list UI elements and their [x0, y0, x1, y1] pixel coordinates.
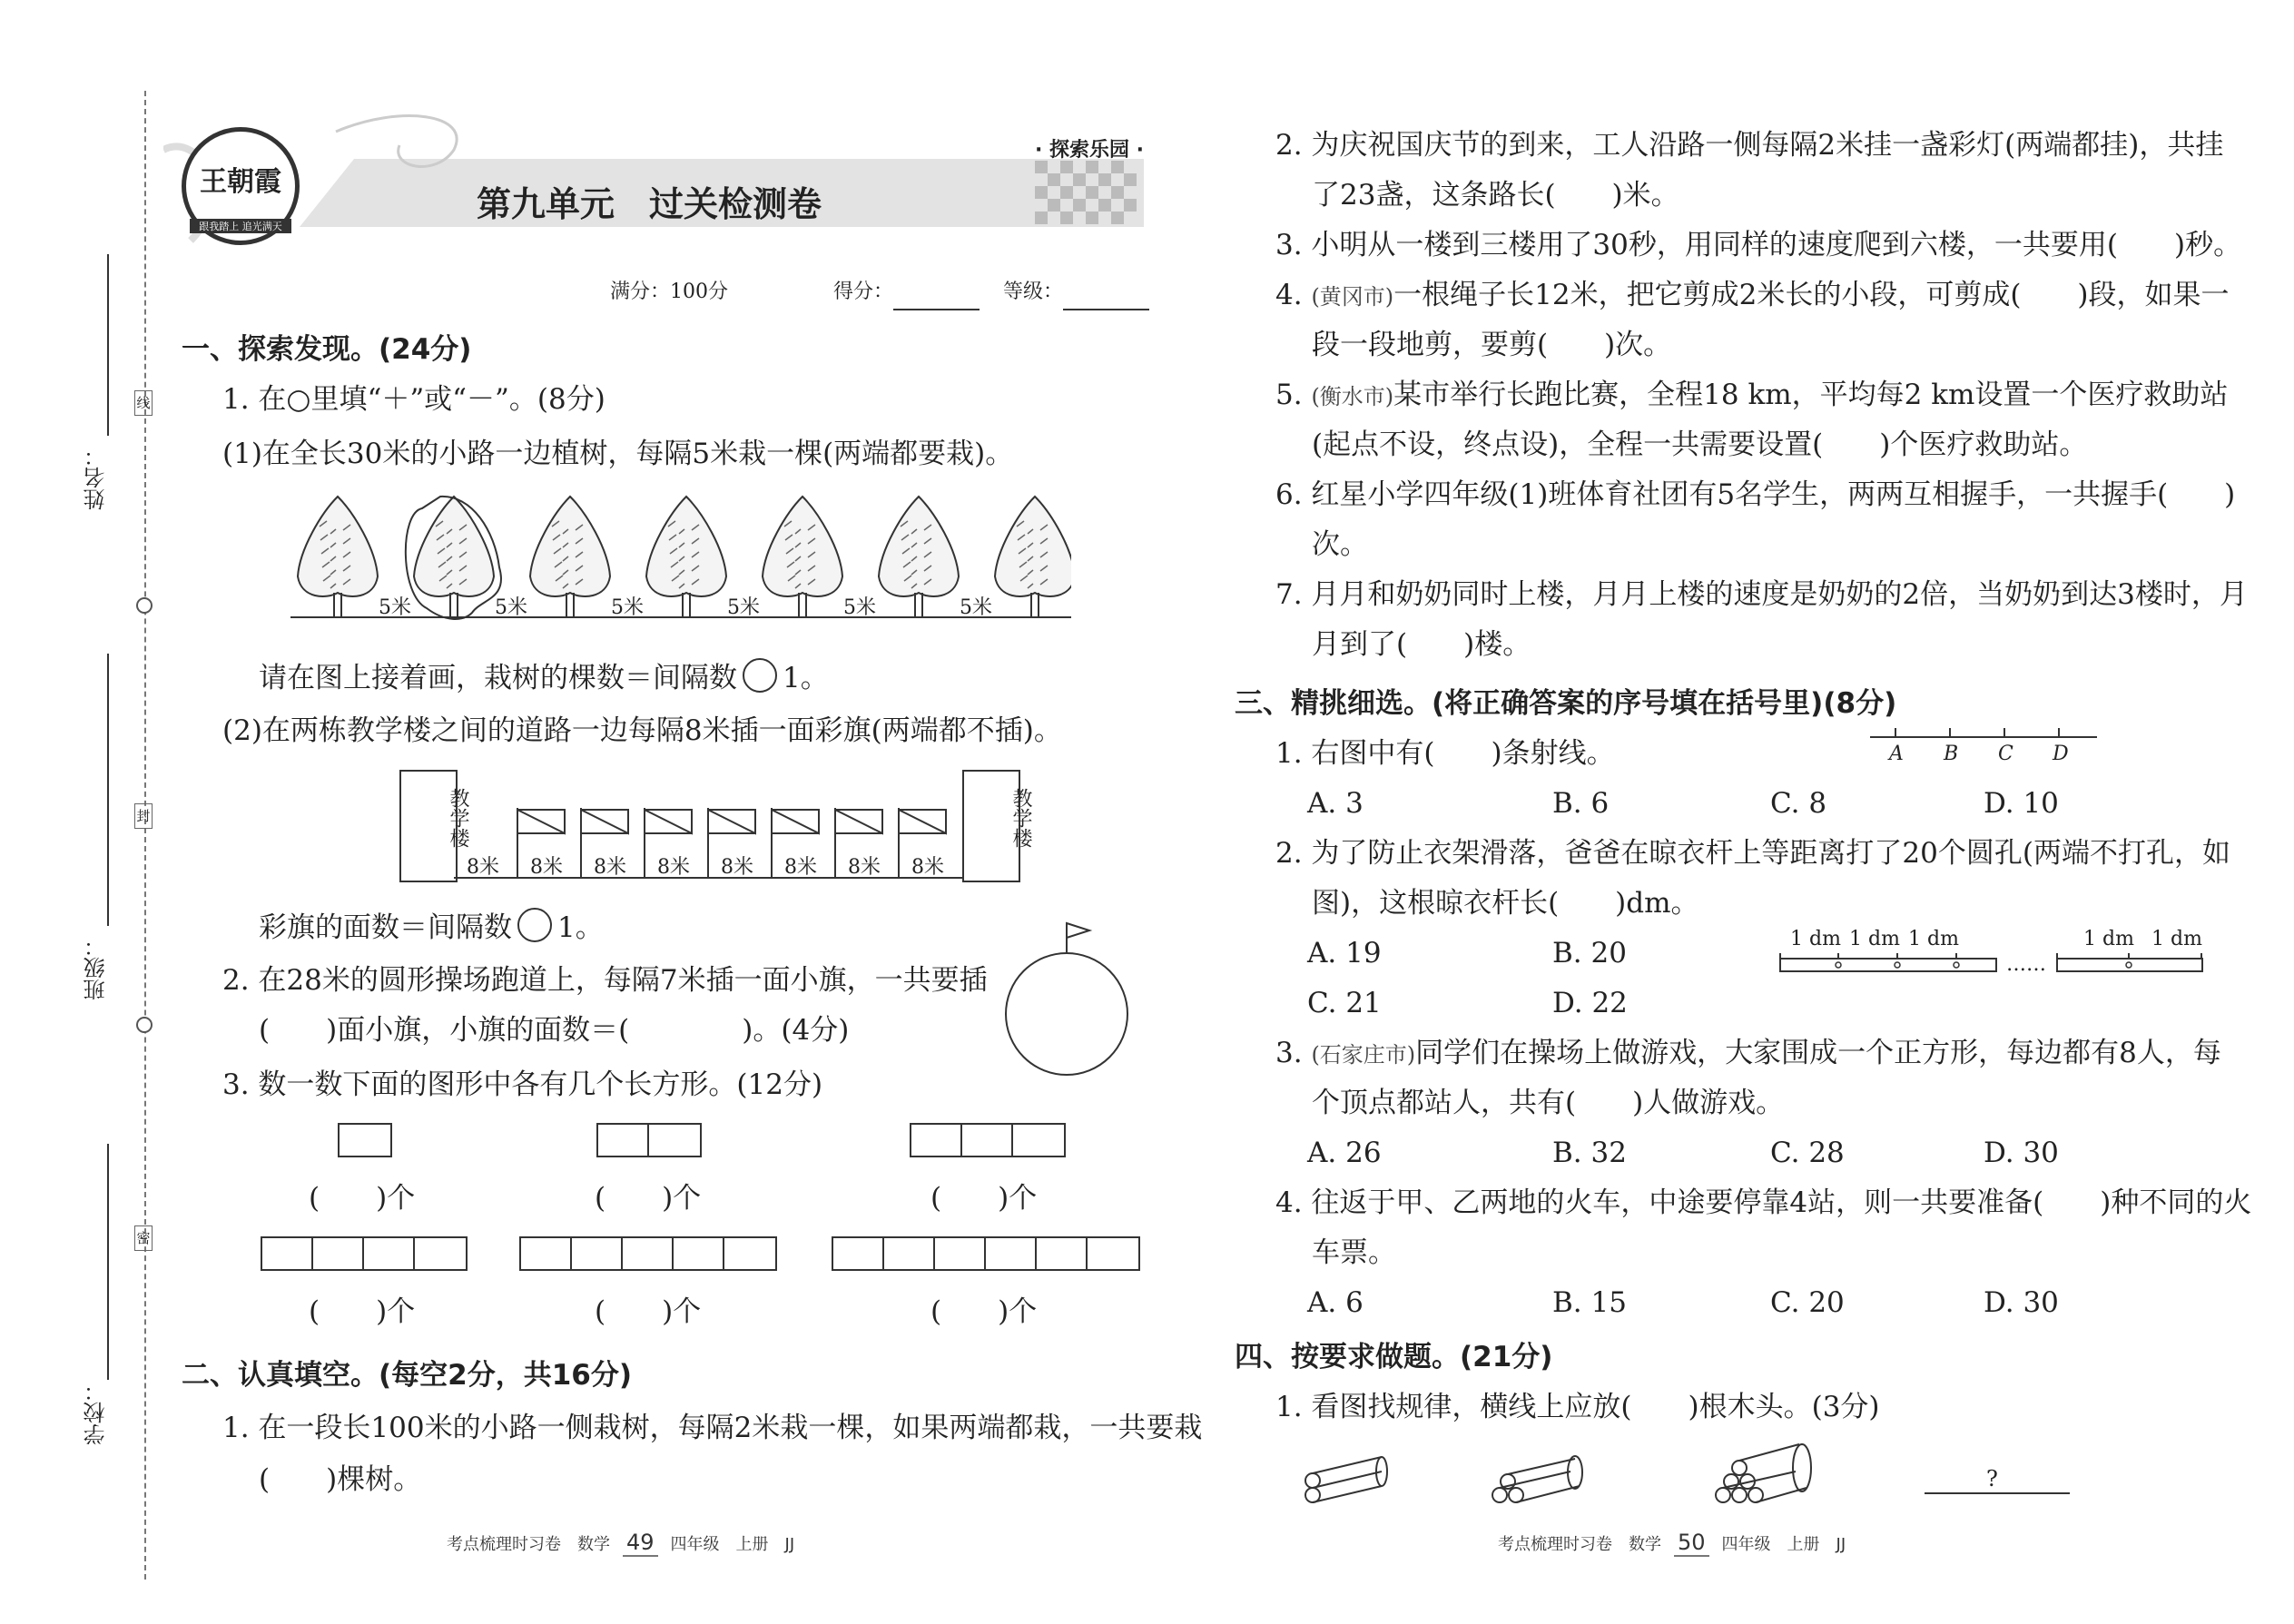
- option-d[interactable]: D. 30: [1984, 1137, 2059, 1169]
- rect-figure-4: [261, 1236, 468, 1271]
- fill-3: 3. 小明从一楼到三楼用了30秒，用同样的速度爬到六楼，一共要用( )秒。: [1275, 229, 2242, 261]
- q1a-conclusion: 请在图上接着画，栽树的棵数＝间隔数 1。: [259, 658, 829, 696]
- gap-label: 5米: [960, 596, 992, 619]
- unknown-mark: ?: [1986, 1466, 1998, 1491]
- fill-5-line2: (起点不设，终点设)，全程一共需要设置( )个医疗救助站。: [1312, 428, 2088, 461]
- fill-4-line1: 4. (黄冈市)一根绳子长12米，把它剪成2米长的小段，可剪成( )段，如果一: [1275, 279, 2230, 311]
- gap-label: 8米: [848, 856, 881, 879]
- fill-5-line1: 5. (衡水市)某市举行长跑比赛，全程18 km，平均每2 km设置一个医疗救助站: [1275, 379, 2229, 411]
- choice-2-line1: 2. 为了防止衣架滑落，爸爸在晾衣杆上等距离打了20个圆孔(两端不打孔，如: [1275, 837, 2230, 870]
- option-d[interactable]: D. 22: [1552, 987, 1628, 1019]
- fill-4-line2: 段一段地剪，要剪( )次。: [1312, 329, 1672, 361]
- section-4-title: 四、按要求做题。(21分): [1235, 1341, 1553, 1373]
- option-b[interactable]: B. 15: [1552, 1286, 1627, 1319]
- option-a[interactable]: A. 26: [1307, 1137, 1382, 1169]
- point-label: C: [1998, 743, 2013, 765]
- gap-label: 5米: [843, 596, 876, 619]
- rect-figure-1: [338, 1123, 392, 1157]
- logo: [182, 127, 300, 245]
- hanger-pole-diagram: [1779, 953, 2206, 989]
- fill-2-line2: 了23盏，这条路长( )米。: [1312, 179, 1679, 212]
- dm-label: 1 dm: [1849, 928, 1900, 950]
- count-answer[interactable]: ( )个: [930, 1182, 1038, 1215]
- gap-label: 8米: [721, 856, 753, 879]
- option-c[interactable]: C. 20: [1770, 1286, 1845, 1319]
- problem-1: 1. 看图找规律，横线上应放( )根木头。(3分): [1275, 1391, 1880, 1423]
- count-answer[interactable]: ( )个: [930, 1295, 1038, 1328]
- q1b-conclusion: 彩旗的面数＝间隔数 1。: [259, 908, 604, 946]
- fill-6-line1: 6. 红星小学四年级(1)班体育社团有5名学生，两两互相握手，一共握手( ): [1275, 478, 2236, 511]
- dm-label: 1 dm: [1908, 928, 1959, 950]
- question-3: 3. 数一数下面的图形中各有几个长方形。(12分): [222, 1068, 823, 1101]
- ray-diagram: [1870, 726, 2106, 772]
- rect-figure-2: [596, 1123, 702, 1157]
- dm-label: 1 dm: [2083, 928, 2134, 950]
- school-building-left: 教学楼: [399, 770, 458, 882]
- count-answer[interactable]: ( )个: [309, 1182, 416, 1215]
- section-2-title: 二、认真填空。(每空2分，共16分): [182, 1359, 633, 1392]
- tree-icon: [414, 497, 494, 617]
- page-title: 第九单元 过关检测卷: [477, 184, 822, 224]
- ellipsis: ……: [2006, 953, 2046, 976]
- gap-label: 8米: [594, 856, 626, 879]
- gap-label: 5米: [495, 596, 527, 619]
- logo-slogan: 跟我踏上 追光满天: [190, 219, 291, 233]
- question-1b: (2)在两栋教学楼之间的道路一边每隔8米插一面彩旗(两端都不插)。: [222, 714, 1062, 747]
- fill-7-line2: 月到了( )楼。: [1312, 628, 1531, 661]
- choice-3-line2: 个顶点都站人，共有( )人做游戏。: [1312, 1087, 1785, 1119]
- point-label: D: [2053, 743, 2069, 765]
- rect-figure-3: [910, 1123, 1066, 1157]
- question-2-line2: ( )面小旗，小旗的面数＝( )。(4分): [259, 1014, 850, 1047]
- tree-icon: [995, 497, 1071, 617]
- choice-2-line2: 图)，这根晾衣杆长( )dm。: [1312, 887, 1699, 920]
- count-answer[interactable]: ( )个: [595, 1295, 702, 1328]
- score-field: 得分：: [833, 274, 980, 310]
- grade-field: 等级：: [1003, 274, 1149, 310]
- section-tag: · 探索乐园 ·: [1035, 139, 1145, 162]
- dm-label: 1 dm: [1790, 928, 1841, 950]
- fill-6-line2: 次。: [1312, 528, 1368, 561]
- option-a[interactable]: A. 6: [1307, 1286, 1364, 1319]
- gap-label: 8米: [530, 856, 563, 879]
- seal-mark: 封: [134, 803, 153, 829]
- question-1: 1. 在○里填“＋”或“－”。(8分): [222, 383, 605, 416]
- seal-mark: 密: [134, 1225, 153, 1251]
- dm-label: 1 dm: [2151, 928, 2202, 950]
- gap-label: 8米: [657, 856, 690, 879]
- option-d[interactable]: D. 10: [1984, 787, 2059, 820]
- option-a[interactable]: A. 19: [1307, 937, 1382, 969]
- circle-track-diagram: [999, 912, 1144, 1076]
- fill-7-line1: 7. 月月和奶奶同时上楼，月月上楼的速度是奶奶的2倍，当奶奶到达3楼时，月: [1275, 578, 2248, 611]
- rect-figure-6: [832, 1236, 1140, 1271]
- school-building-right: 教学楼: [962, 770, 1020, 882]
- fill-1-line2: ( )棵树。: [259, 1463, 422, 1496]
- seal-mark: 线: [134, 390, 153, 416]
- cut-line: [144, 91, 146, 1580]
- sidebar-line: [107, 654, 109, 926]
- school-label: 学校：: [84, 1380, 109, 1445]
- option-c[interactable]: C. 21: [1307, 987, 1382, 1019]
- section-1-title: 一、探索发现。(24分): [182, 333, 472, 366]
- tree-icon: [646, 497, 726, 617]
- choice-4-line2: 车票。: [1312, 1236, 1396, 1269]
- option-c[interactable]: C. 8: [1770, 787, 1827, 820]
- answer-circle[interactable]: [517, 908, 552, 942]
- log-pile-diagram: [1298, 1439, 2097, 1511]
- option-b[interactable]: B. 32: [1552, 1137, 1627, 1169]
- option-a[interactable]: A. 3: [1307, 787, 1364, 820]
- page-number: 49: [623, 1530, 658, 1557]
- name-label: 姓名：: [84, 445, 109, 510]
- footer-right: 考点梳理时习卷 数学 50 四年级 上册 JJ: [1498, 1530, 1846, 1555]
- sidebar-line: [107, 1144, 109, 1380]
- fill-1-line1: 1. 在一段长100米的小路一侧栽树，每隔2米栽一棵，如果两端都栽，一共要栽: [222, 1412, 1203, 1444]
- gap-label: 5米: [379, 596, 411, 619]
- tree-icon: [763, 497, 842, 617]
- gap-label: 8米: [911, 856, 944, 879]
- answer-circle[interactable]: [743, 658, 777, 693]
- point-label: A: [1889, 743, 1904, 765]
- option-b[interactable]: B. 20: [1552, 937, 1627, 969]
- page-number: 50: [1674, 1530, 1709, 1557]
- count-answer[interactable]: ( )个: [309, 1295, 416, 1328]
- choice-4-line1: 4. 往返于甲、乙两地的火车，中途要停靠4站，则一共要准备( )种不同的火: [1275, 1186, 2252, 1219]
- option-c[interactable]: C. 28: [1770, 1137, 1845, 1169]
- logo-name: 王朝霞: [200, 166, 281, 198]
- footer-left: 考点梳理时习卷 数学 49 四年级 上册 JJ: [447, 1530, 795, 1555]
- punch-hole-icon: [136, 597, 153, 614]
- question-1a: (1)在全长30米的小路一边植树，每隔5米栽一棵(两端都要栽)。: [222, 438, 1014, 470]
- sidebar-line: [107, 254, 109, 436]
- tree-icon: [530, 497, 610, 617]
- question-2-line1: 2. 在28米的圆形操场跑道上，每隔7米插一面小旗，一共要插: [222, 964, 988, 997]
- tree-icon: [879, 497, 959, 617]
- gap-label: 5米: [727, 596, 760, 619]
- option-b[interactable]: B. 6: [1552, 787, 1610, 820]
- section-3-title: 三、精挑细选。(将正确答案的序号填在括号里)(8分): [1235, 687, 1897, 720]
- choice-1: 1. 右图中有( )条射线。: [1275, 737, 1615, 770]
- punch-hole-icon: [136, 1017, 153, 1033]
- rect-figure-5: [519, 1236, 777, 1271]
- tree-icon: [298, 497, 378, 617]
- gap-label: 5米: [611, 596, 644, 619]
- full-score: 满分：100分: [610, 281, 728, 303]
- option-d[interactable]: D. 30: [1984, 1286, 2059, 1319]
- class-label: 班级：: [84, 935, 109, 1000]
- fill-2-line1: 2. 为庆祝国庆节的到来，工人沿路一侧每隔2米挂一盏彩灯(两端都挂)，共挂: [1275, 129, 2224, 162]
- gap-label: 8米: [467, 856, 499, 879]
- gap-label: 8米: [784, 856, 817, 879]
- count-answer[interactable]: ( )个: [595, 1182, 702, 1215]
- choice-3-line1: 3. (石家庄市)同学们在操场上做游戏，大家围成一个正方形，每边都有8人，每: [1275, 1037, 2221, 1069]
- point-label: B: [1944, 743, 1959, 765]
